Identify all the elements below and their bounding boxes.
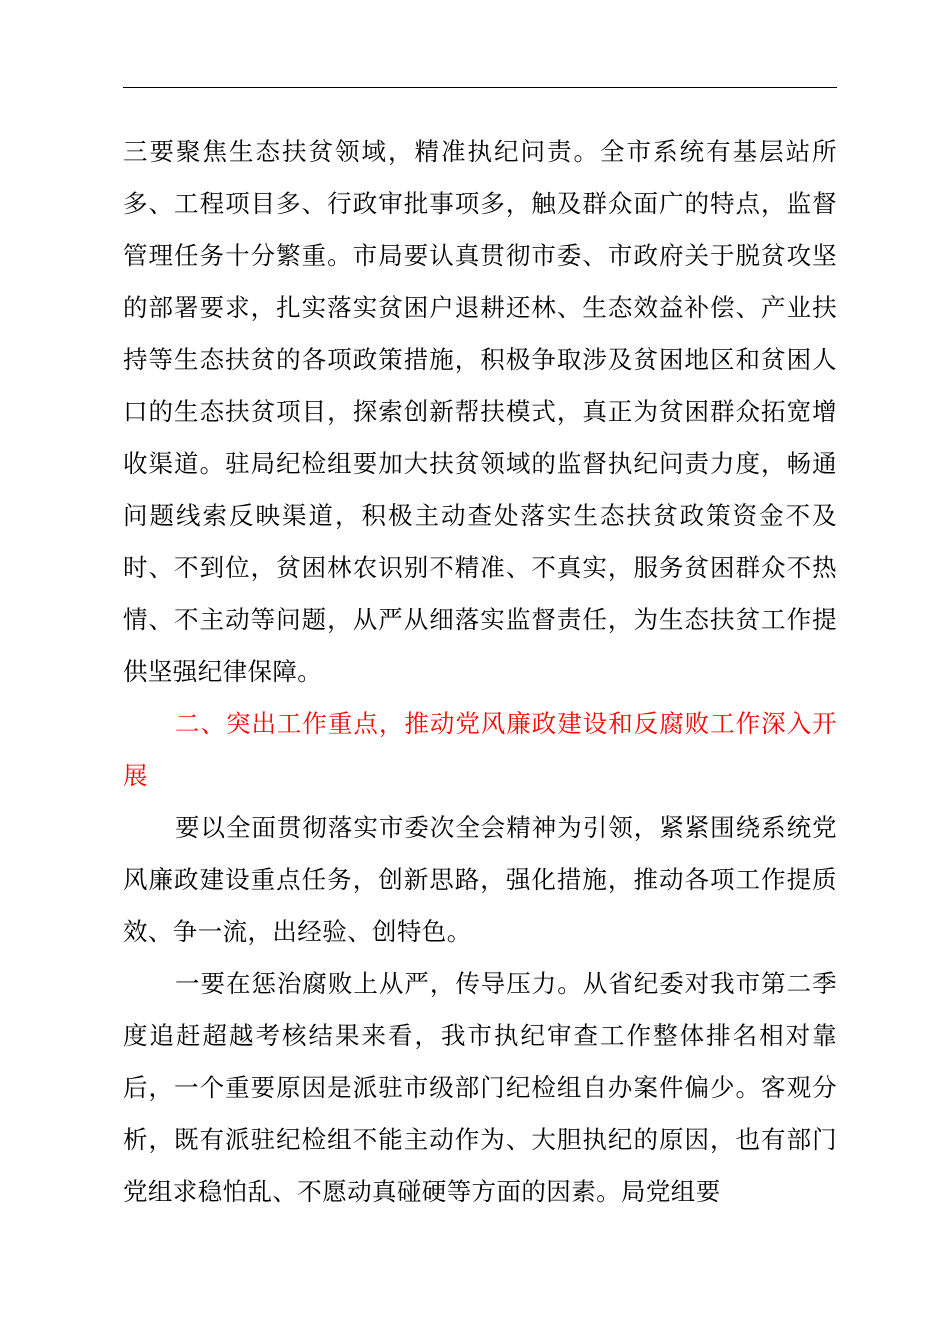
body-paragraph-eco-poverty: 三要聚焦生态扶贫领域，精准执纪问责。全市系统有基层站所多、工程项目多、行政审批事项多，触及群众面广的特点，监督管理任务十分繁重。市局要认真贯彻市委、市政府关于脱贫攻坚的部署要求，扎实落实贫困户退耕还林、生态效益补偿、产业扶持等生态扶贫的各项政策措施，积极争取涉及贫困地区和贫困人口的生态扶贫项目，探索创新帮扶模式，真正为贫困群众拓宽增收渠道。驻局纪检组要加大扶贫领域的监督执纪问责力度，畅通问题线索反映渠道，积极主动查处落实生态扶贫政策资金不及时、不到位，贫困林农识别不精准、不真实，服务贫困群众不热情、不主动等问题，从严从细落实监督责任，为生态扶贫工作提供坚强纪律保障。 [123, 137, 837, 686]
section-heading: 二、突出工作重点，推动党风廉政建设和反腐败工作深入开展 [123, 709, 837, 790]
body-paragraph-anti-corruption: 一要在惩治腐败上从严，传导压力。从省纪委对我市第二季度追赶超越考核结果来看，我市执纪审查工作整体排名相对靠后，一个重要原因是派驻市级部门纪检组自办案件偏少。客观分析，既有派驻纪检组不能主动作为、大胆执纪的原因，也有部门党组求稳怕乱、不愿动真碰硬等方面的因素。局党组要 [123, 969, 837, 1206]
body-paragraph-overview: 要以全面贯彻落实市委次全会精神为引领，紧紧围绕系统党风廉政建设重点任务，创新思路，强化措施，推动各项工作提质效、争一流，出经验、创特色。 [123, 813, 837, 946]
document-body [123, 126, 837, 1218]
header-rule [123, 87, 837, 88]
